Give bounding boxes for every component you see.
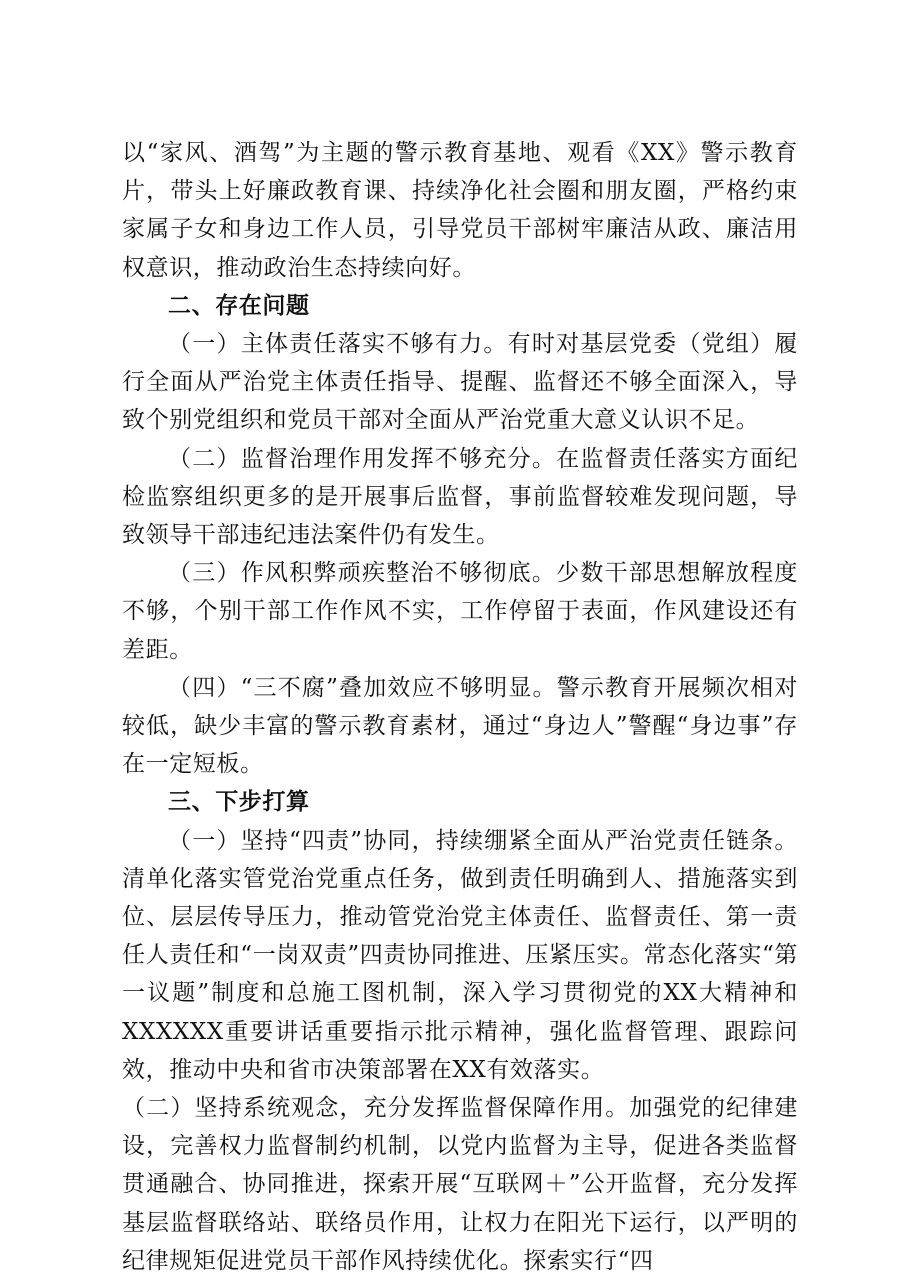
paragraph-plan-2: （二）坚持系统观念，充分发挥监督保障作用。加强党的纪律建设，完善权力监督制约机制，以党内监督为主导，促进各类监督贯通融合、协同推进，探索开展“互联网＋”公开监督，充分发挥基层监督联络站、联络员作用，让权力在阳光下运行，以严明的纪律规矩促进党员干部作风持续优化。探索实行“四 [122, 1095, 798, 1274]
section-heading-next-steps: 三、下步打算 [168, 789, 310, 816]
paragraph-plan-1: （一）坚持“四责”协同，持续绷紧全面从严治党责任链条。清单化落实管党治党重点任务，做到责任明确到人、措施落实到位、层层传导压力，推动管党治党主体责任、监督责任、第一责任人责任和“一岗双责”四责协同推进、压紧压实。常态化落实“第一议题”制度和总施工图机制，深入学习贯彻党的XX大精神和XXXXXX重要讲话重要指示批示精神，强化监督管理、跟踪问效，推动中央和省市决策部署在XX有效落实。 [122, 827, 798, 1083]
section-heading-existing-problems: 二、存在问题 [168, 292, 310, 319]
document-body [122, 134, 798, 1280]
paragraph-problem-4: （四）“三不腐”叠加效应不够明显。警示教育开展频次相对较低，缺少丰富的警示教育素材，通过“身边人”警醒“身边事”存在一定短板。 [122, 674, 798, 778]
paragraph-warning-education: 以“家风、酒驾”为主题的警示教育基地、观看《XX》警示教育片，带头上好廉政教育课、持续净化社会圈和朋友圈，严格约束家属子女和身边工作人员，引导党员干部树牢廉洁从政、廉洁用权意识，推动政治生态持续向好。 [122, 140, 798, 281]
paragraph-problem-2: （二）监督治理作用发挥不够充分。在监督责任落实方面纪检监察组织更多的是开展事后监督，事前监督较难发现问题，导致领导干部违纪违法案件仍有发生。 [122, 445, 798, 549]
paragraph-problem-1: （一）主体责任落实不够有力。有时对基层党委（党组）履行全面从严治党主体责任指导、提醒、监督还不够全面深入，导致个别党组织和党员干部对全面从严治党重大意义认识不足。 [122, 331, 798, 434]
paragraph-problem-3: （三）作风积弊顽疾整治不够彻底。少数干部思想解放程度不够，个别干部工作作风不实，工作停留于表面，作风建设还有差距。 [122, 560, 798, 663]
